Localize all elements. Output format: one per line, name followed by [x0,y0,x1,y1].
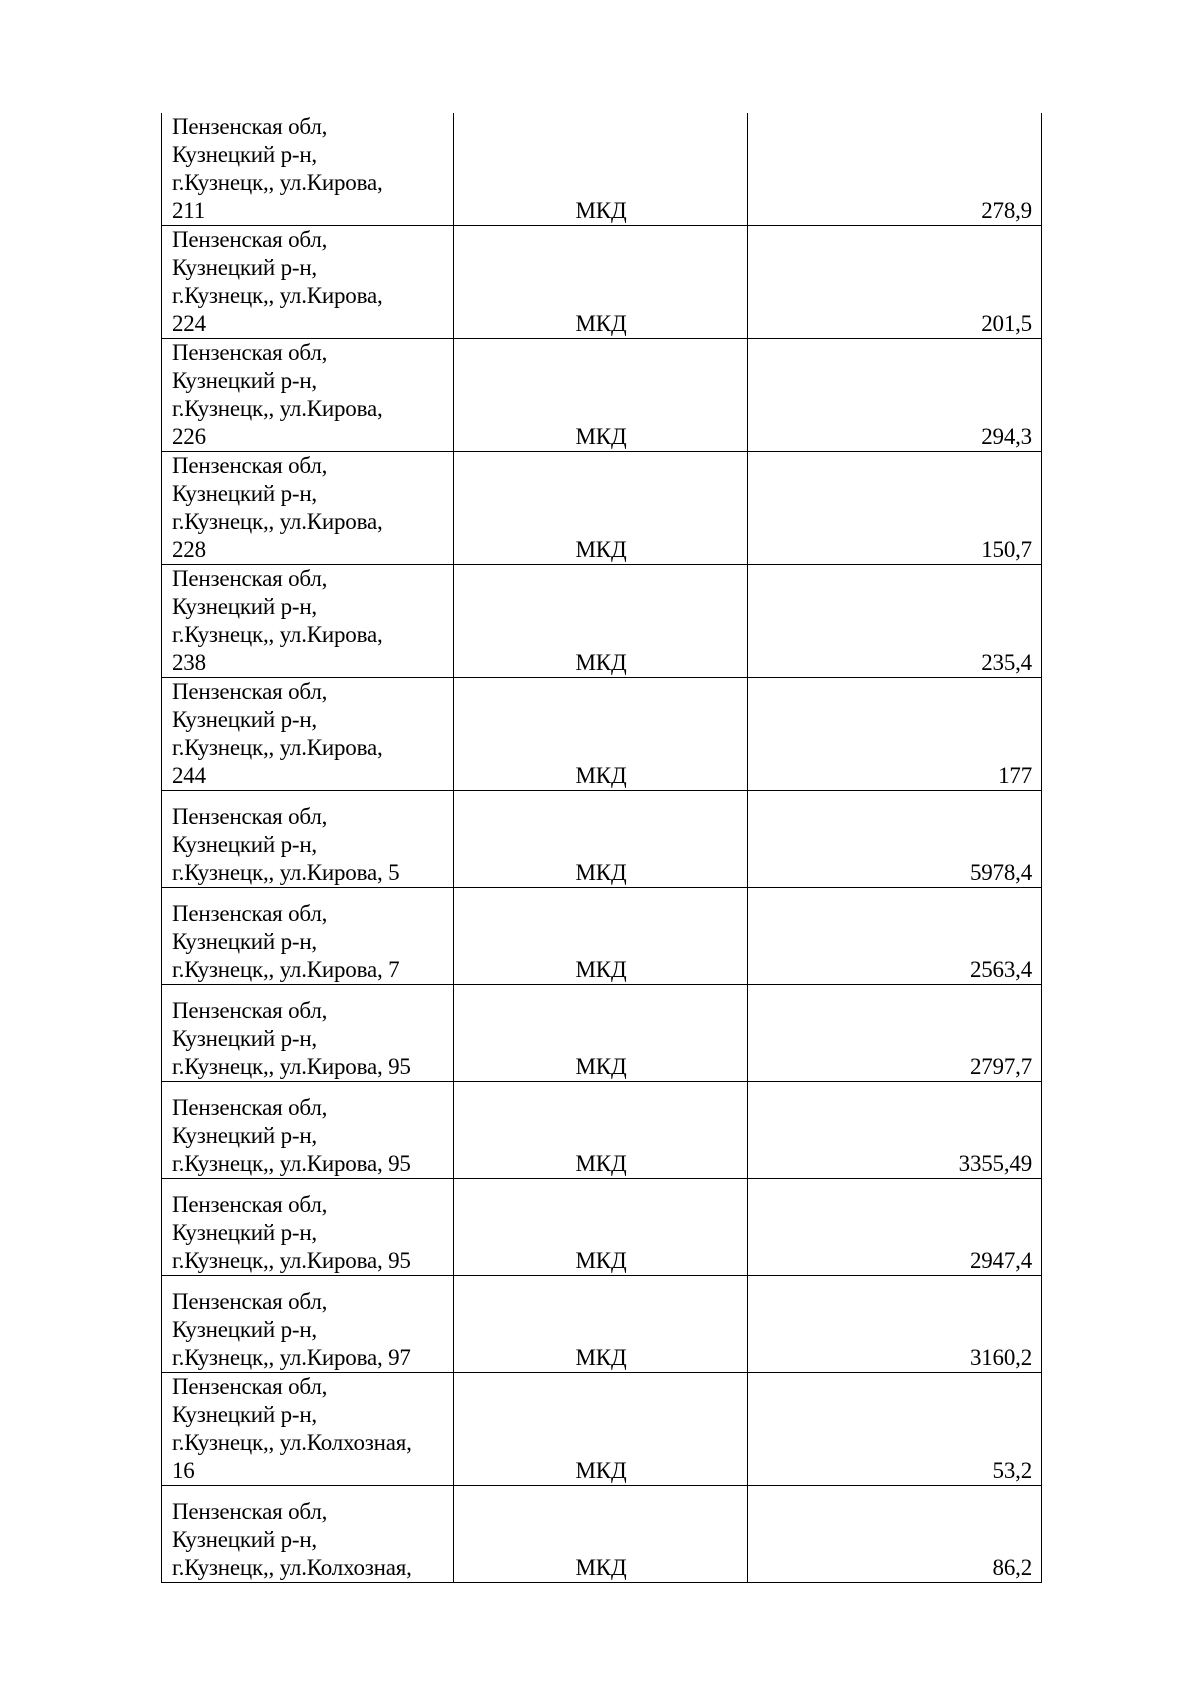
object-type-cell: МКД [454,985,748,1082]
address-cell [162,985,454,1082]
table-row [162,452,1042,565]
address-line: г.Кузнецк,, ул.Кирова, 95 [172,1151,411,1176]
address-line: Пензенская обл, [172,679,328,704]
address-line: г.Кузнецк,, ул.Колхозная, [172,1555,412,1580]
area-value-cell: 2797,7 [748,985,1042,1082]
address-cell [162,113,454,226]
address-line: г.Кузнецк,, ул.Кирова, [172,622,383,647]
table-row [162,565,1042,678]
area-value-cell: 2947,4 [748,1179,1042,1276]
table-row [162,791,1042,888]
object-type-cell: МКД [454,1179,748,1276]
area-value-cell: 235,4 [748,565,1042,678]
address-line: Кузнецкий р-н, [172,481,317,506]
address-line: г.Кузнецк,, ул.Кирова, [172,735,383,760]
object-type-cell: МКД [454,1276,748,1373]
table-body [162,113,1042,1583]
address-cell [162,226,454,339]
address-line: г.Кузнецк,, ул.Колхозная, [172,1430,412,1455]
area-value-cell: 3160,2 [748,1276,1042,1373]
address-cell [162,1179,454,1276]
address-line: Кузнецкий р-н, [172,1123,317,1148]
area-value-cell: 2563,4 [748,888,1042,985]
table-row [162,985,1042,1082]
object-type-cell: МКД [454,678,748,791]
address-line: г.Кузнецк,, ул.Кирова, 97 [172,1345,411,1370]
address-line: 211 [172,198,206,223]
address-line: Кузнецкий р-н, [172,1402,317,1427]
address-line: Кузнецкий р-н, [172,1317,317,1342]
table-row [162,678,1042,791]
address-line: Кузнецкий р-н, [172,707,317,732]
object-type-cell: МКД [454,888,748,985]
address-line: 228 [172,537,206,562]
address-line: Кузнецкий р-н, [172,594,317,619]
object-type-cell: МКД [454,339,748,452]
object-type-cell: МКД [454,452,748,565]
address-line: г.Кузнецк,, ул.Кирова, [172,509,383,534]
table-row [162,226,1042,339]
address-line: Пензенская обл, [172,453,328,478]
address-line: Пензенская обл, [172,1499,328,1524]
address-line: 224 [172,311,206,336]
address-line: Пензенская обл, [172,227,328,252]
address-cell [162,1373,454,1486]
area-value-cell: 177 [748,678,1042,791]
area-value-cell: 53,2 [748,1373,1042,1486]
address-line: г.Кузнецк,, ул.Кирова, 5 [172,860,400,885]
address-line: 226 [172,424,206,449]
address-line: Пензенская обл, [172,998,328,1023]
address-line: г.Кузнецк,, ул.Кирова, 95 [172,1248,411,1273]
table-row [162,1276,1042,1373]
address-line: Кузнецкий р-н, [172,832,317,857]
property-table [161,113,1042,1583]
area-value-cell: 294,3 [748,339,1042,452]
address-line: Кузнецкий р-н, [172,1220,317,1245]
object-type-cell: МКД [454,226,748,339]
address-line: Кузнецкий р-н, [172,142,317,167]
table-row [162,339,1042,452]
address-line: Пензенская обл, [172,114,328,139]
object-type-cell: МКД [454,1082,748,1179]
address-line: г.Кузнецк,, ул.Кирова, [172,396,383,421]
area-value-cell: 3355,49 [748,1082,1042,1179]
address-line: Кузнецкий р-н, [172,1527,317,1552]
object-type-cell: МКД [454,791,748,888]
table-row [162,1082,1042,1179]
address-line: Пензенская обл, [172,1192,328,1217]
area-value-cell: 5978,4 [748,791,1042,888]
address-line: г.Кузнецк,, ул.Кирова, 7 [172,957,400,982]
address-line: Пензенская обл, [172,340,328,365]
address-line: 244 [172,763,206,788]
address-cell [162,791,454,888]
address-line: Пензенская обл, [172,566,328,591]
address-line: Кузнецкий р-н, [172,255,317,280]
object-type-cell: МКД [454,565,748,678]
address-cell [162,1276,454,1373]
area-value-cell: 150,7 [748,452,1042,565]
area-value-cell: 278,9 [748,113,1042,226]
table-row [162,1179,1042,1276]
table-row [162,888,1042,985]
address-cell [162,565,454,678]
address-line: 238 [172,650,206,675]
address-line: Пензенская обл, [172,901,328,926]
address-cell [162,1486,454,1583]
area-value-cell: 86,2 [748,1486,1042,1583]
address-line: г.Кузнецк,, ул.Кирова, 95 [172,1054,411,1079]
address-line: г.Кузнецк,, ул.Кирова, [172,170,383,195]
address-line: Кузнецкий р-н, [172,929,317,954]
address-cell [162,339,454,452]
address-line: Кузнецкий р-н, [172,1026,317,1051]
address-cell [162,678,454,791]
address-line: Пензенская обл, [172,1095,328,1120]
address-cell [162,1082,454,1179]
object-type-cell: МКД [454,1373,748,1486]
table-row [162,1373,1042,1486]
address-line: 16 [172,1458,195,1483]
object-type-cell: МКД [454,113,748,226]
address-line: г.Кузнецк,, ул.Кирова, [172,283,383,308]
address-line: Пензенская обл, [172,1289,328,1314]
address-line: Пензенская обл, [172,1374,328,1399]
object-type-cell: МКД [454,1486,748,1583]
address-line: Кузнецкий р-н, [172,368,317,393]
area-value-cell: 201,5 [748,226,1042,339]
address-cell [162,888,454,985]
table-row [162,113,1042,226]
address-cell [162,452,454,565]
table-row [162,1486,1042,1583]
address-line: Пензенская обл, [172,804,328,829]
